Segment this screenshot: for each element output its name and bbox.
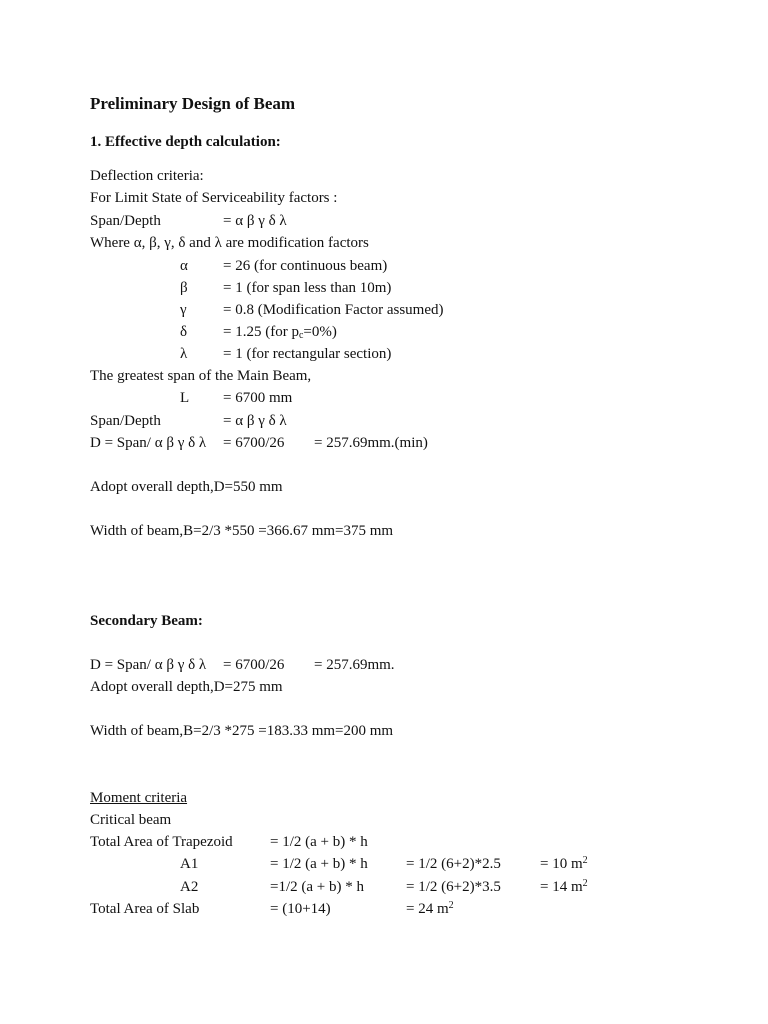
factor-value <box>223 323 337 341</box>
factor-value-post: =0%) <box>303 324 337 340</box>
area-result: = 10 $m^2$ <box>540 855 588 872</box>
depth-formula: D = Span/ α β γ δ λ <box>90 435 207 451</box>
trapezoid-label: Total Area of Trapezoid <box>90 834 233 850</box>
span-depth-formula: = α β γ δ λ <box>223 213 287 229</box>
area-calc: = 1/2 (6+2)*3.5 <box>406 879 501 895</box>
slab-result: = 24 $m^2$ <box>406 900 454 917</box>
factor-symbol: λ <box>180 346 188 362</box>
adopt-depth-text: Adopt overall depth,D=550 mm <box>90 479 283 495</box>
slab-formula: = (10+14) <box>270 901 331 917</box>
page-title: Preliminary Design of Beam <box>90 94 296 113</box>
factor-value: = 26 (for continuous beam) <box>223 258 388 274</box>
area-calc: = 1/2 (6+2)*2.5 <box>406 856 501 872</box>
factor-symbol: β <box>180 280 188 296</box>
beam-width-text: Width of beam,B=2/3 *550 =366.67 mm=375 mm <box>90 523 394 539</box>
factor-symbol: α <box>180 258 188 274</box>
span-length-value: = 6700 mm <box>223 390 293 406</box>
factor-symbol: δ <box>180 324 188 340</box>
slab-label: Total Area of Slab <box>90 901 200 917</box>
area-result: = 14 $m^2$ <box>540 878 588 895</box>
secondary-width-text: Width of beam,B=2/3 *275 =183.33 mm=200 mm <box>90 723 394 739</box>
modification-factors-text: Where α, β, γ, δ and λ are modification factors <box>90 235 369 251</box>
area-formula: = 1/2 (a + b) * h <box>270 856 368 872</box>
secondary-adopt-depth-text: Adopt overall depth,D=275 mm <box>90 679 283 695</box>
span-length-symbol: L <box>180 390 190 406</box>
span-depth-label: Span/Depth <box>90 413 161 429</box>
factor-value: = 1 (for span less than 10m) <box>223 280 392 296</box>
deflection-criteria-text: Deflection criteria: <box>90 168 204 184</box>
area-exponent: 2 <box>582 878 588 889</box>
factor-value: = 1 (for rectangular section) <box>223 346 392 362</box>
section-heading-effective-depth: 1. Effective depth calculation: <box>90 134 281 150</box>
greatest-span-text: The greatest span of the Main Beam, <box>90 368 312 384</box>
span-depth-label: Span/Depth <box>90 213 161 229</box>
factor-value-pre: = 1.25 (for p <box>223 324 299 340</box>
serviceability-text: For Limit State of Serviceability factors : <box>90 190 338 206</box>
factor-value-subscript: c <box>298 330 304 341</box>
span-depth-formula: = α β γ δ λ <box>223 413 287 429</box>
area-label: A2 <box>180 879 199 895</box>
critical-beam-text: Critical beam <box>90 812 172 828</box>
depth-formula: D = Span/ α β γ δ λ <box>90 657 207 673</box>
area-exponent: 2 <box>448 900 454 911</box>
factor-symbol: γ <box>180 302 187 318</box>
depth-calc: = 6700/26 <box>223 435 285 451</box>
depth-result: = 257.69mm. <box>314 657 395 673</box>
trapezoid-formula: = 1/2 (a + b) * h <box>270 834 368 850</box>
depth-calc: = 6700/26 <box>223 657 285 673</box>
factor-value: = 0.8 (Modification Factor assumed) <box>223 302 444 318</box>
moment-criteria-heading: Moment criteria <box>90 790 188 806</box>
area-formula: =1/2 (a + b) * h <box>270 879 364 895</box>
depth-result: = 257.69mm.(min) <box>314 435 428 451</box>
area-exponent: 2 <box>582 855 588 866</box>
section-heading-secondary-beam: Secondary Beam: <box>90 613 203 629</box>
area-label: A1 <box>180 856 199 872</box>
